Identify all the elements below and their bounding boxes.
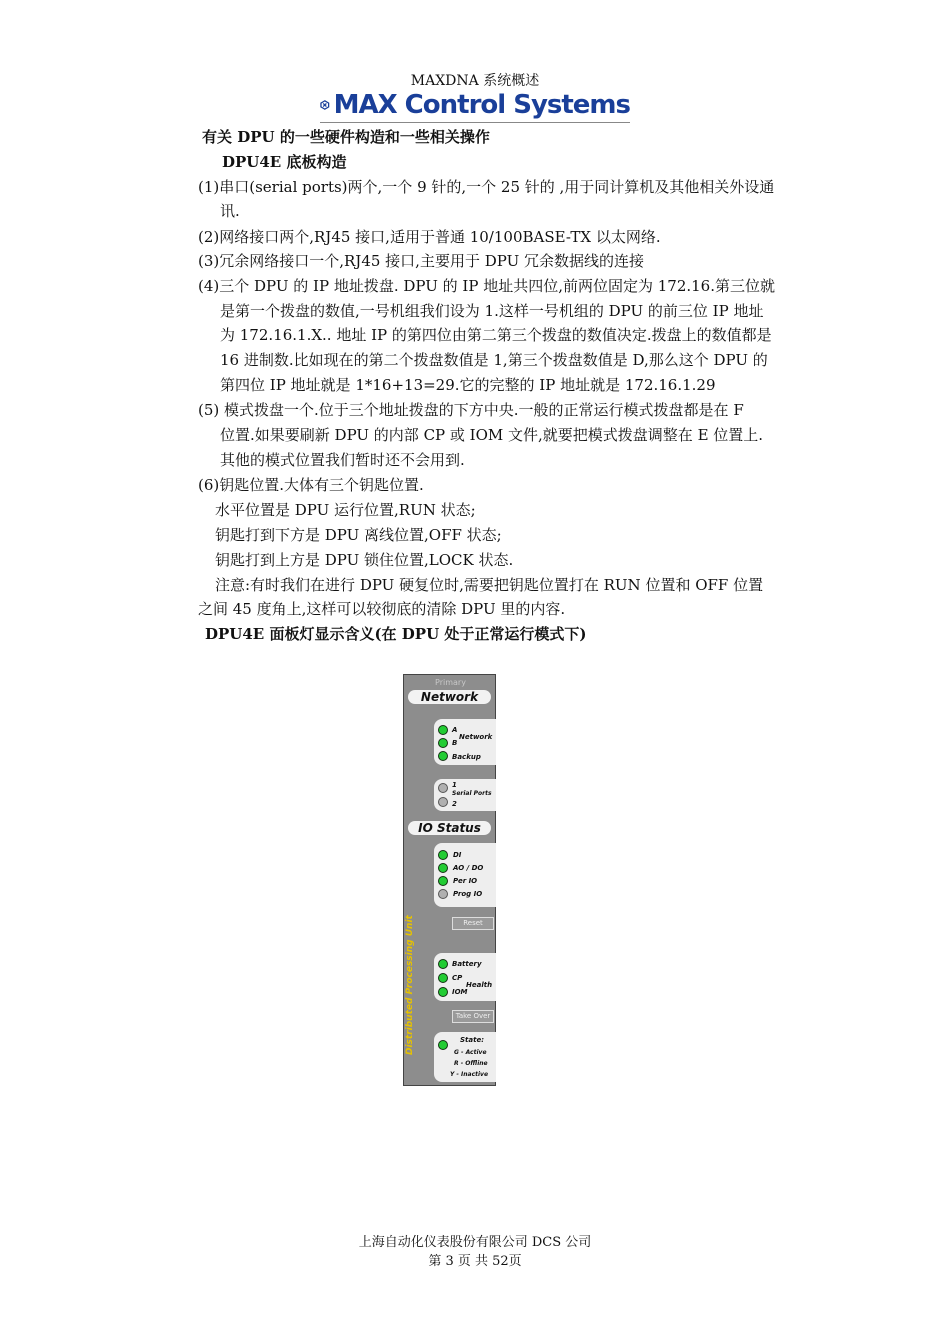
body-line: 是第一个拨盘的数值,一号机组我们设为 1.这样一号机组的 DPU 的前三位 IP 地址 [220, 302, 764, 320]
led-network-a [438, 725, 448, 735]
body-line: 钥匙打到上方是 DPU 锁住位置,LOCK 状态. [215, 551, 514, 569]
led-cp [438, 973, 448, 983]
panel-network-box [434, 719, 496, 765]
panel-primary-label: Primary [435, 678, 466, 687]
label-backup: Backup [452, 753, 481, 761]
label-per-io: Per IO [453, 877, 478, 885]
body-line: 注意:有时我们在进行 DPU 硬复位时,需要把钥匙位置打在 RUN 位置和 OFF 位置 [215, 576, 764, 594]
logo-text: MAX Control Systems [333, 90, 630, 120]
body-line: (6)钥匙位置.大体有三个钥匙位置. [198, 476, 424, 494]
body-line: (3)冗余网络接口一个,RJ45 接口,主要用于 DPU 冗余数据线的连接 [198, 252, 644, 270]
header-title: MAXDNA 系统概述 [410, 73, 540, 89]
label-iom: IOM [452, 988, 468, 996]
panel-health-box [434, 953, 496, 1001]
led-state [438, 1040, 448, 1050]
body-line: (1)串口(serial ports)两个,一个 9 针的,一个 25 针的 ,用于同计算机及其他相关外设通 [198, 178, 775, 196]
led-network-b [438, 738, 448, 748]
panel-io-box [434, 843, 496, 907]
body-line: 水平位置是 DPU 运行位置,RUN 状态; [215, 501, 476, 519]
label-battery: Battery [452, 960, 482, 968]
panel-serial-box [434, 779, 496, 811]
led-di [438, 850, 448, 860]
max-logo-icon [320, 90, 330, 120]
dpu-panel-figure [403, 674, 496, 1086]
company-logo [320, 88, 630, 123]
heading-dpu4e-board: DPU4E 底板构造 [222, 153, 347, 171]
footer-company: 上海自动化仪表股份有限公司 DCS 公司 [358, 1235, 592, 1250]
led-prog-io [438, 889, 448, 899]
body-line: 16 进制数.比如现在的第二个拨盘数值是 1,第三个拨盘数值是 D,那么这个 DPU 的 [220, 351, 768, 369]
body-line: (5) 模式拨盘一个.位于三个地址拨盘的下方中央.一般的正常运行模式拨盘都是在 F [198, 401, 744, 419]
label-state: State: [460, 1036, 485, 1044]
panel-network-head: Network [408, 690, 491, 704]
body-line: (2)网络接口两个,RJ45 接口,适用于普通 10/100BASE-TX 以太网络. [198, 228, 661, 246]
panel-vertical-label: Distributed Processing Unit [405, 915, 415, 1055]
footer-page-number: 第 3 页 共 52页 [428, 1254, 522, 1269]
label-ao-do: AO / DO [453, 864, 484, 872]
label-serial-1: 1 [452, 781, 457, 789]
take-over-button[interactable]: Take Over [452, 1010, 494, 1023]
body-line: 讯. [220, 202, 240, 220]
label-serial-2: 2 [452, 800, 457, 808]
body-line: 位置.如果要刷新 DPU 的内部 CP 或 IOM 文件,就要把模式拨盘调整在 E 位置上. [220, 426, 764, 444]
label-state-y: Y - Inactive [450, 1071, 489, 1078]
label-state-r: R - Offline [454, 1060, 488, 1067]
label-net-b: B [452, 739, 458, 747]
led-ao-do [438, 863, 448, 873]
body-line: 为 172.16.1.X.. 地址 IP 的第四位由第二第三个拨盘的数值决定.拨盘上的数值都是 [220, 326, 772, 344]
body-line: (4)三个 DPU 的 IP 地址拨盘. DPU 的 IP 地址共四位,前两位固定为 172.16.第三位就 [198, 277, 775, 295]
led-serial-2 [438, 797, 448, 807]
label-prog-io: Prog IO [453, 890, 483, 898]
label-state-g: G - Active [454, 1049, 487, 1056]
label-health: Health [466, 981, 493, 989]
led-network-backup [438, 751, 448, 761]
body-line: 钥匙打到下方是 DPU 离线位置,OFF 状态; [215, 526, 502, 544]
led-per-io [438, 876, 448, 886]
body-line: 第四位 IP 地址就是 1*16+13=29.它的完整的 IP 地址就是 172.16.1.29 [220, 376, 716, 394]
panel-io-head: IO Status [408, 821, 491, 835]
label-di: DI [453, 851, 462, 859]
led-battery [438, 959, 448, 969]
label-net-a: A [452, 726, 458, 734]
label-network: Network [459, 733, 493, 741]
panel-state-box [434, 1032, 496, 1082]
led-serial-1 [438, 783, 448, 793]
heading-dpu-hardware: 有关 DPU 的一些硬件构造和一些相关操作 [202, 128, 490, 146]
label-cp: CP [452, 974, 463, 982]
label-serial-ports: Serial Ports [452, 790, 492, 797]
reset-button[interactable]: Reset [452, 917, 494, 930]
heading-panel-lights: DPU4E 面板灯显示含义(在 DPU 处于正常运行模式下) [205, 625, 587, 643]
body-line: 其他的模式位置我们暂时还不会用到. [220, 451, 465, 469]
body-line: 之间 45 度角上,这样可以较彻底的清除 DPU 里的内容. [198, 600, 566, 618]
led-iom [438, 987, 448, 997]
